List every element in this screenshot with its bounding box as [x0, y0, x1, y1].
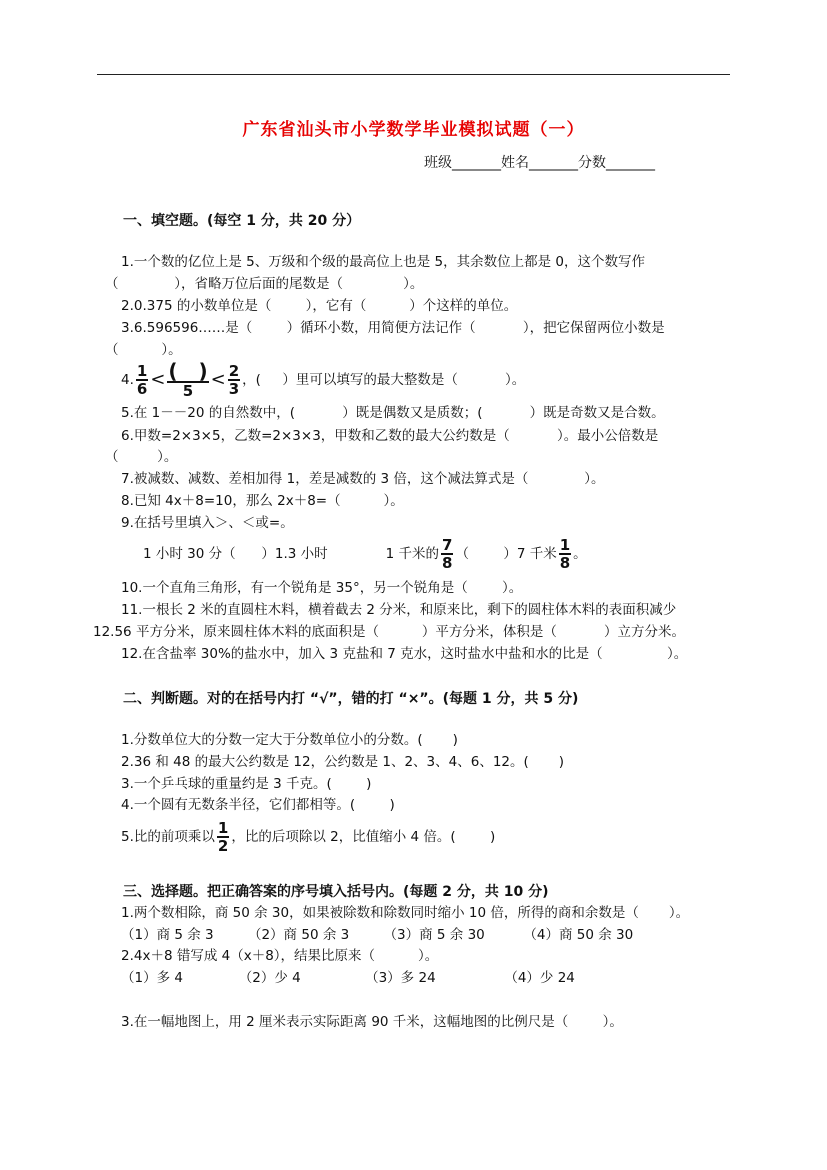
q1-4-fraction-3	[228, 363, 240, 397]
q2-5-fraction	[217, 820, 229, 854]
q2-5-f-denominator: 2	[217, 837, 229, 855]
q3-1-options: （1）商 5 余 3 （2）商 50 余 3 （3）商 5 余 30 （4）商 50 余 30	[121, 927, 634, 943]
q1-9-item-b-mid: （ ）7 千米	[455, 546, 557, 562]
q1-3-line-a: 3.6.596596……是（ ）循环小数，用简便方法记作（ ），把它保留两位小数是	[121, 320, 665, 336]
q1-9-item-b-prefix: 1 千米的	[385, 546, 440, 562]
q1-2: 2.0.375 的小数单位是（ ），它有（ ）个这样的单位。	[121, 298, 518, 314]
q1-9-fraction-2	[559, 537, 571, 571]
q2-1: 1.分数单位大的分数一定大于分数单位小的分数。( )	[121, 732, 458, 748]
page-title: 广东省汕头市小学数学毕业模拟试题（一）	[242, 120, 585, 140]
q1-4-f2-numerator: ( )	[168, 359, 208, 383]
q1-9-f1-numerator: 7	[442, 536, 453, 554]
q2-5	[121, 817, 495, 857]
q3-3: 3.在一幅地图上，用 2 厘米表示实际距离 90 千米，这幅地图的比例尺是（ ）。	[121, 1014, 623, 1030]
q1-4-f1-numerator: 1	[136, 362, 148, 380]
q1-1-line-a: 1.一个数的亿位上是 5、万级和个级的最高位上也是 5，其余数位上都是 0，这个数写作	[121, 254, 646, 270]
q1-4-f1-denominator: 6	[136, 380, 148, 398]
header-rule	[97, 74, 730, 75]
q1-4-suffix: ，( ）里可以填写的最大整数是（ ）。	[242, 372, 526, 388]
q1-4-f3-denominator: 3	[228, 380, 240, 398]
section-1-heading: 一、填空题。(每空 1 分，共 20 分）	[123, 213, 361, 229]
q1-9-f1-denominator: 8	[442, 554, 453, 572]
q2-5-prefix: 5.比的前项乘以	[121, 829, 215, 845]
q1-4-fraction-2	[167, 361, 208, 399]
q2-5-f-numerator: 1	[217, 819, 229, 837]
q1-9-item-b-end: 。	[573, 546, 587, 562]
q1-9-fraction-1	[441, 537, 453, 571]
q1-4-f2-denominator: 5	[182, 382, 194, 400]
q1-9-f2-numerator: 1	[559, 536, 571, 554]
q3-2: 2.4x＋8 错写成 4（x＋8），结果比原来（ ）。	[121, 948, 439, 964]
q1-9: 9.在括号里填入＞、＜或=。	[121, 515, 294, 531]
q2-5-suffix: ，比的后项除以 2，比值缩小 4 倍。( )	[231, 829, 496, 845]
q3-1: 1.两个数相除，商 50 余 30，如果被除数和除数同时缩小 10 倍，所得的商和余数是（ ）。	[121, 905, 690, 921]
q1-12: 12.在含盐率 30%的盐水中，加入 3 克盐和 7 克水，这时盐水中盐和水的比是（ ）。	[121, 646, 688, 662]
q1-4-f3-numerator: 2	[228, 362, 240, 380]
q1-6-line-b: （ ）。	[105, 449, 178, 465]
q1-7: 7.被减数、减数、差相加得 1，差是减数的 3 倍，这个减法算式是（ ）。	[121, 471, 605, 487]
q1-11-line-b: 12.56 平方分米，原来圆柱体木料的底面积是（ ）平方分米，体积是（ ）立方分米。	[93, 624, 686, 640]
q2-2: 2.36 和 48 的最大公约数是 12，公约数是 1、2、3、4、6、12。( )	[121, 754, 565, 770]
q1-6-line-a: 6.甲数=2×3×5，乙数=2×3×3，甲数和乙数的最大公约数是（ ）。最小公倍数是	[121, 428, 659, 444]
q1-4-prefix: 4.	[121, 372, 134, 388]
q1-9-f2-denominator: 8	[559, 554, 571, 572]
section-3-heading: 三、选择题。把正确答案的序号填入括号内。(每题 2 分，共 10 分)	[123, 884, 549, 900]
q1-4	[121, 360, 525, 400]
q1-10: 10.一个直角三角形，有一个锐角是 35°，另一个锐角是（ ）。	[121, 580, 523, 596]
q1-11-line-a: 11.一根长 2 米的直圆柱木料，横着截去 2 分米，和原来比，剩下的圆柱体木料的表面积减少	[121, 602, 677, 618]
q1-3-line-b: （ ）。	[105, 342, 182, 358]
student-info-line: 班级_______姓名_______分数_______	[424, 155, 655, 171]
q1-8: 8.已知 4x＋8=10，那么 2x＋8=（ ）。	[121, 493, 404, 509]
q3-2-options: （1）多 4 （2）少 4 （3）多 24 （4）少 24	[121, 970, 575, 986]
q2-4: 4.一个圆有无数条半径，它们都相等。( )	[121, 797, 395, 813]
q1-5: 5.在 1－－20 的自然数中，( ）既是偶数又是质数；( ）既是奇数又是合数。	[121, 405, 665, 421]
q1-4-fraction-1	[136, 363, 148, 397]
section-2-heading: 二、判断题。对的在括号内打 “√”，错的打 “×”。(每题 1 分，共 5 分)	[123, 691, 579, 707]
q1-9-item-a: 1 小时 30 分（ ）1.3 小时	[143, 546, 328, 562]
q1-4-less-than-2: <	[210, 369, 226, 390]
q1-1-line-b: （ ），省略万位后面的尾数是（ ）。	[105, 276, 424, 292]
q1-4-less-than-1: <	[150, 369, 166, 390]
q2-3: 3.一个乒乓球的重量约是 3 千克。( )	[121, 776, 372, 792]
q1-9-items	[143, 536, 587, 572]
